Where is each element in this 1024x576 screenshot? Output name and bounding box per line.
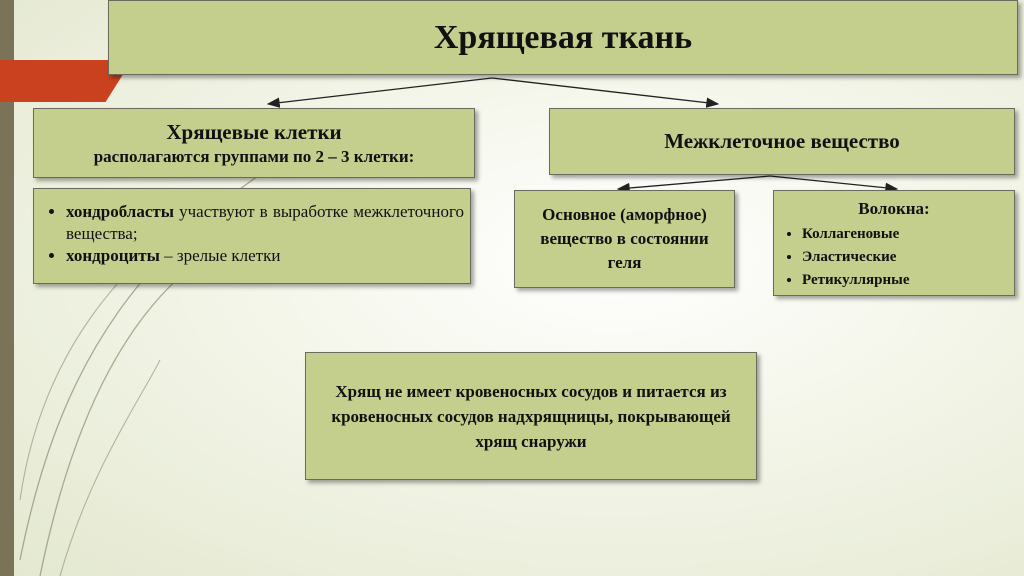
amorphous-box [514, 190, 735, 288]
cell-type-desc: – зрелые клетки [159, 246, 281, 265]
cells-title: Хрящевые клетки [166, 119, 342, 144]
fibers-list [782, 223, 1006, 292]
page-title: Хрящевая ткань [433, 18, 693, 56]
arrow-title-to-matrix [492, 78, 718, 104]
cell-type-desc: участвуют в выработке межклеточного вещества; [66, 202, 464, 243]
list-item: • Ретикуллярные [802, 269, 1006, 292]
fibers-box [773, 190, 1015, 296]
arrow-title-to-cells [268, 78, 492, 104]
arrow-matrix-to-amorphous [618, 176, 770, 189]
cell-type-term: хондробласты [66, 202, 174, 221]
cells-box [33, 108, 475, 178]
matrix-box [549, 108, 1015, 175]
matrix-title: Межклеточное вещество [664, 129, 900, 153]
note-box [305, 352, 757, 480]
note-text: Хрящ не имеет кровеносных сосудов и питается из кровеносных сосудов надхрящницы, покрывающей хрящ снаружи [331, 381, 731, 451]
fibers-title: Волокна: [858, 199, 930, 218]
list-item: • Эластические [802, 246, 1006, 269]
cell-types-box [33, 188, 471, 284]
arrow-matrix-to-fibers [770, 176, 897, 189]
amorphous-text: Основное (аморфное) вещество в состоянии геля [540, 205, 709, 272]
list-item [66, 201, 464, 245]
cell-type-term: хондроциты [66, 246, 160, 265]
list-item: • Коллагеновые [802, 223, 1006, 246]
title-box [108, 0, 1018, 75]
cells-subtitle: располагаются группами по 2 – 3 клетки: [93, 146, 415, 166]
list-item [66, 245, 464, 267]
cell-types-list [46, 201, 464, 267]
